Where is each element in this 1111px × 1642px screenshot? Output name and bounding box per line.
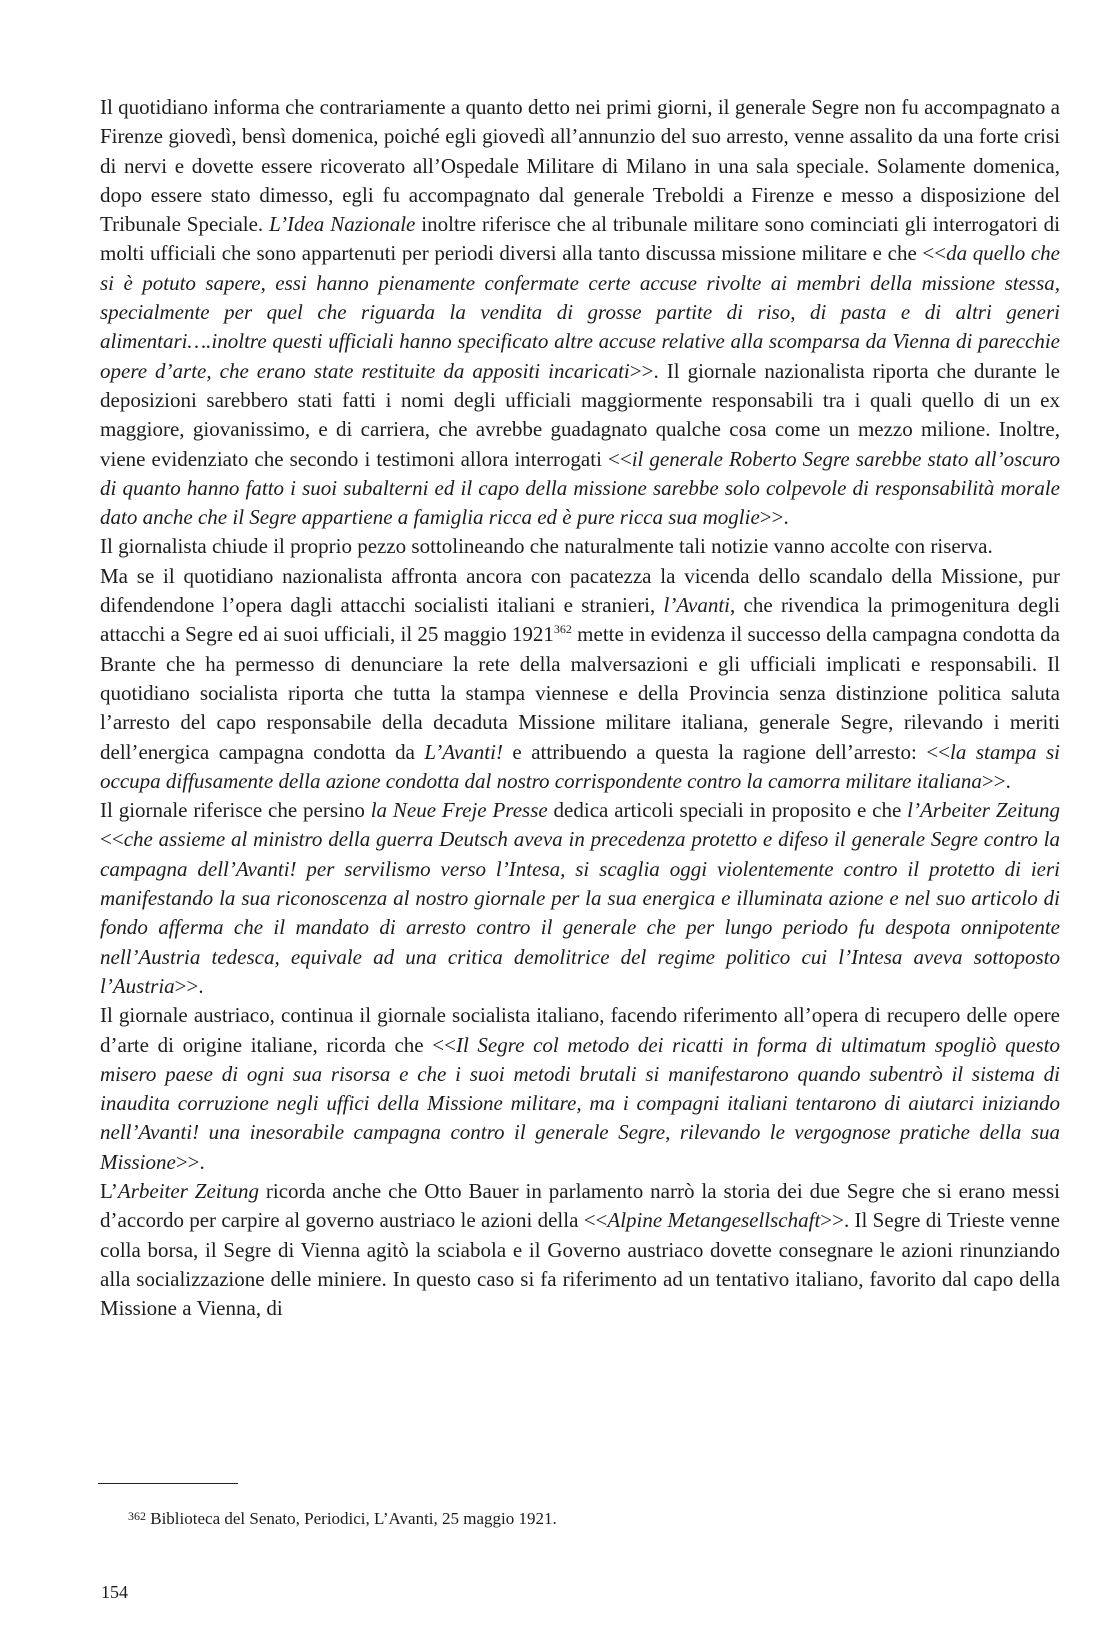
italic-text: la Neue Freje Presse: [370, 798, 548, 823]
text-run: >>.: [175, 1149, 205, 1174]
italic-text: L’Avanti!: [424, 739, 503, 764]
text-run: >>.: [759, 505, 789, 530]
text-run: Ma se il quotidiano nazionalista affronta ancora con pacatezza la vicenda dello scandalo della Missione, pur difendendone l’opera dagli attacchi socialisti italiani e stranieri,: [100, 563, 1060, 618]
text-run: mette in evidenza il successo della campagna condotta da Brante che ha permesso di denunciare la rete della malversazioni e gli ufficiali implicati e responsabili. Il quotidiano socialista riporta che tutta la stampa viennese e della Provincia senza distinzione politica saluta l’arresto del capo responsabile della decaduta Missione militare italiana, generale Segre, rilevando i meriti dell’energica campagna condotta da: [100, 622, 1060, 764]
text-run: Il giornalista chiude il proprio pezzo sottolineando che naturalmente tali notizie vanno accolte con riserva.: [100, 534, 993, 559]
footnote-number: 362: [128, 1509, 146, 1523]
italic-text: Arbeiter Zeitung: [117, 1178, 259, 1203]
footnote-reference: 362: [553, 622, 572, 637]
page-number: 154: [101, 1582, 128, 1602]
footnote-text: Biblioteca del Senato, Periodici, L’Avanti, 25 maggio 1921.: [146, 1509, 557, 1528]
footnote: [128, 1508, 1028, 1530]
italic-text: Alpine Metangesellschaft: [607, 1208, 821, 1233]
text-run: L’: [100, 1178, 118, 1203]
paragraph: [100, 1177, 1060, 1323]
paragraph: [100, 1001, 1060, 1177]
body-text: [100, 93, 1060, 1323]
italic-text: L’Idea Nazionale: [269, 212, 416, 237]
text-run: , che rivendica la primogenitura degli attacchi a Segre ed ai suoi ufficiali, il 25 maggio 1921: [100, 593, 1060, 647]
text-run: <<: [100, 827, 124, 852]
paragraph: [100, 532, 1060, 561]
text-run: Il quotidiano informa che contrariamente a quanto detto nei primi giorni, il generale Segre non fu accompagnato a Firenze giovedì, bensì domenica, poiché egli giovedì all’annunzio del suo arresto, venne assalito da una forte crisi di nervi e dovette essere ricoverato all’Ospedale Militare di Milano in una sala speciale. Solamente domenica, dopo essere stato dimesso, egli fu accompagnato dal generale Treboldi a Firenze e messo a disposizione del Tribunale Speciale.: [100, 95, 1060, 237]
text-run: e attribuendo a questa la ragione dell’arresto: <<: [502, 739, 951, 764]
text-run: inoltre riferisce che al tribunale militare sono cominciati gli interrogatori di molti ufficiali che sono appartenuti per periodi diversi alla tanto discussa missione militare e che <<: [100, 212, 1060, 266]
italic-text: il generale Roberto Segre sarebbe stato all’oscuro di quanto hanno fatto i suoi subalterni ed il capo della missione sarebbe solo colpevole di responsabilità morale dato anche che il Segre appartiene a famiglia ricca ed è pure ricca sua moglie: [100, 446, 1060, 530]
text-run: ricorda anche che Otto Bauer in parlamento narrò la storia dei due Segre che si erano messi d’accordo per carpire al governo austriaco le azioni della <<: [100, 1178, 1060, 1233]
paragraph: [100, 562, 1060, 796]
text-run: >>.: [981, 768, 1011, 793]
italic-text: da quello che si è potuto sapere, essi hanno pienamente confermate certe accuse rivolte ai membri della missione stessa, specialmente per quel che riguarda la vendita di grosse partite di riso, di pasta e di altri generi alimentari….inoltre questi ufficiali hanno specificato altre accuse relative alla scomparsa da Vienna di parecchie opere d’arte, che erano state restituite da appositi incaricati: [100, 241, 1060, 383]
paragraph: [100, 796, 1060, 1001]
text-run: dedica articoli speciali in proposito e che: [547, 798, 908, 823]
italic-text: l’Avanti: [663, 593, 731, 618]
italic-text: l’Arbeiter Zeitung: [907, 798, 1060, 823]
text-run: Il giornale austriaco, continua il giornale socialista italiano, facendo riferimento all’opera di recupero delle opere d’arte di origine italiane, ricorda che <<: [100, 1003, 1060, 1057]
text-run: >>. Il giornale nazionalista riporta che durante le deposizioni sarebbero stati fatti i nomi degli ufficiali maggiormente responsabili tra i quali quello di un ex maggiore, giovanissimo, e di carriera, che avrebbe guadagnato qualche cosa come un mezzo milione. Inoltre, viene evidenziato che secondo i testimoni allora interrogati <<: [100, 358, 1061, 471]
italic-text: la stampa si occupa diffusamente della azione condotta dal nostro corrispondente contro la camorra militare italiana: [100, 739, 1060, 793]
paragraph: [100, 93, 1060, 532]
text-run: >>. Il Segre di Trieste venne colla borsa, il Segre di Vienna agitò la sciabola e il Governo austriaco dovette consegnare le azioni rinunziando alla socializzazione delle miniere. In questo caso si fa riferimento ad un tentativo italiano, favorito dal capo della Missione a Vienna, di: [100, 1208, 1060, 1321]
italic-text: che assieme al ministro della guerra Deutsch aveva in precedenza protetto e difeso il generale Segre contro la campagna dell’Avanti! per servilismo verso l’Intesa, si scaglia oggi violentemente contro il protetto di ieri manifestando la sua riconoscenza al nostro giornale per la sua energica e illuminata azione e nel suo articolo di fondo afferma che il mandato di arresto contro il generale che per lungo periodo fu despota onnipotente nell’Austria tedesca, equivale ad una critica demolitrice del regime politico cui l’Intesa aveva sottoposto l’Austria: [100, 827, 1060, 998]
footnote-divider: [98, 1483, 238, 1484]
text-run: Il giornale riferisce che persino: [100, 798, 371, 823]
italic-text: Il Segre col metodo dei ricatti in forma di ultimatum spogliò questo misero paese di ogni sua risorsa e che i suoi metodi brutali si manifestarono quando subentrò il sistema di inaudita corruzione negli uffici della Missione militare, ma i compagni italiani tentarono di aiutarci iniziando nell’Avanti! una inesorabile campagna contro il generale Segre, rilevando le vergognose pratiche della sua Missione: [100, 1032, 1060, 1174]
text-run: >>.: [174, 973, 204, 998]
